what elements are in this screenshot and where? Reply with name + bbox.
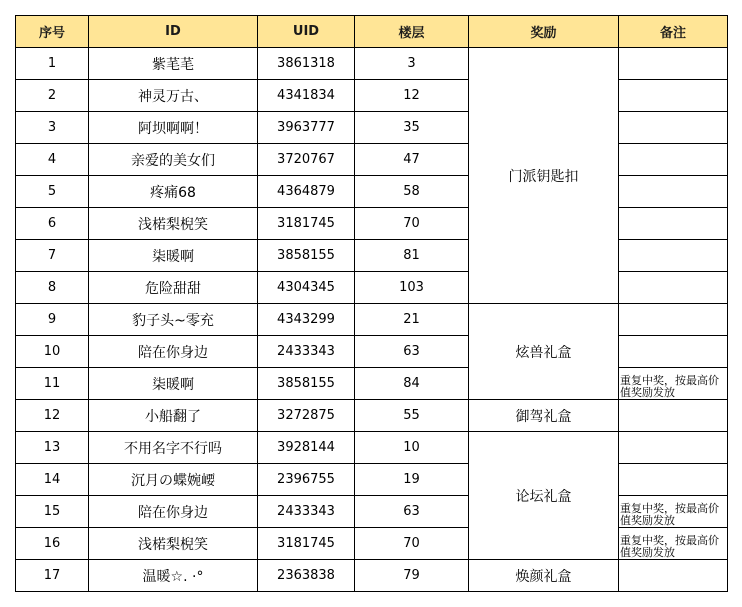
cell-floor: 70 (355, 528, 469, 560)
cell-seq: 11 (16, 368, 89, 400)
cell-id: 豹子头~零充 (89, 304, 258, 336)
cell-uid: 3963777 (258, 112, 355, 144)
cell-floor: 70 (355, 208, 469, 240)
cell-seq: 17 (16, 560, 89, 592)
cell-seq: 8 (16, 272, 89, 304)
cell-id: 紫芼芼 (89, 48, 258, 80)
winners-table (15, 15, 728, 592)
cell-id: 陪在你身边 (89, 336, 258, 368)
cell-uid: 3928144 (258, 432, 355, 464)
table-body (16, 48, 728, 592)
cell-uid: 3181745 (258, 208, 355, 240)
cell-id: 不用名字不行吗 (89, 432, 258, 464)
cell-seq: 15 (16, 496, 89, 528)
cell-seq: 5 (16, 176, 89, 208)
table-row (16, 464, 728, 496)
header-uid: UID (258, 16, 355, 48)
table-row (16, 336, 728, 368)
cell-reward: 炫兽礼盒 (469, 304, 619, 400)
cell-floor: 84 (355, 368, 469, 400)
cell-reward: 门派钥匙扣 (469, 48, 619, 304)
cell-uid: 4341834 (258, 80, 355, 112)
cell-uid: 4304345 (258, 272, 355, 304)
table-row (16, 368, 728, 400)
cell-seq: 7 (16, 240, 89, 272)
cell-uid: 2433343 (258, 496, 355, 528)
cell-seq: 2 (16, 80, 89, 112)
cell-uid: 3181745 (258, 528, 355, 560)
cell-note: 重复中奖，按最高价值奖励发放 (619, 496, 728, 528)
cell-uid: 3858155 (258, 368, 355, 400)
cell-seq: 6 (16, 208, 89, 240)
cell-note (619, 304, 728, 336)
cell-floor: 81 (355, 240, 469, 272)
cell-uid: 2433343 (258, 336, 355, 368)
cell-note: 重复中奖，按最高价值奖励发放 (619, 368, 728, 400)
cell-reward: 论坛礼盒 (469, 432, 619, 560)
cell-note (619, 176, 728, 208)
cell-id: 柒暖啊 (89, 368, 258, 400)
cell-floor: 47 (355, 144, 469, 176)
cell-note (619, 336, 728, 368)
table-row (16, 432, 728, 464)
table-row (16, 272, 728, 304)
cell-id: 柒暖啊 (89, 240, 258, 272)
cell-id: 神灵万古、 (89, 80, 258, 112)
cell-note (619, 432, 728, 464)
cell-uid: 3858155 (258, 240, 355, 272)
cell-floor: 58 (355, 176, 469, 208)
cell-note (619, 208, 728, 240)
cell-uid: 3861318 (258, 48, 355, 80)
cell-id: 陪在你身边 (89, 496, 258, 528)
cell-note (619, 48, 728, 80)
cell-note (619, 464, 728, 496)
cell-id: 亲爱的美女们 (89, 144, 258, 176)
cell-reward: 焕颜礼盒 (469, 560, 619, 592)
cell-floor: 10 (355, 432, 469, 464)
table-row (16, 528, 728, 560)
cell-floor: 55 (355, 400, 469, 432)
cell-floor: 21 (355, 304, 469, 336)
table-row (16, 560, 728, 592)
header-row (16, 16, 728, 48)
cell-seq: 9 (16, 304, 89, 336)
cell-seq: 14 (16, 464, 89, 496)
table-row (16, 112, 728, 144)
cell-floor: 12 (355, 80, 469, 112)
cell-seq: 12 (16, 400, 89, 432)
cell-id: 阿坝啊啊！ (89, 112, 258, 144)
cell-floor: 63 (355, 496, 469, 528)
table-row (16, 400, 728, 432)
cell-seq: 3 (16, 112, 89, 144)
cell-floor: 103 (355, 272, 469, 304)
cell-id: 温暖☆. ·° (89, 560, 258, 592)
table-row (16, 304, 728, 336)
cell-note: 重复中奖，按最高价值奖励发放 (619, 528, 728, 560)
header-seq: 序号 (16, 16, 89, 48)
cell-uid: 4343299 (258, 304, 355, 336)
table-row (16, 144, 728, 176)
cell-note (619, 80, 728, 112)
cell-seq: 16 (16, 528, 89, 560)
table-row (16, 80, 728, 112)
table-row (16, 48, 728, 80)
cell-seq: 4 (16, 144, 89, 176)
cell-note (619, 400, 728, 432)
cell-id: 小船翻了 (89, 400, 258, 432)
cell-floor: 19 (355, 464, 469, 496)
table-row (16, 208, 728, 240)
cell-note (619, 240, 728, 272)
cell-reward: 御驾礼盒 (469, 400, 619, 432)
cell-floor: 63 (355, 336, 469, 368)
cell-id: 危险甜甜 (89, 272, 258, 304)
cell-uid: 3720767 (258, 144, 355, 176)
header-id: ID (89, 16, 258, 48)
cell-floor: 35 (355, 112, 469, 144)
cell-uid: 4364879 (258, 176, 355, 208)
cell-floor: 79 (355, 560, 469, 592)
header-reward: 奖励 (469, 16, 619, 48)
cell-uid: 2363838 (258, 560, 355, 592)
cell-seq: 10 (16, 336, 89, 368)
header-floor: 楼层 (355, 16, 469, 48)
cell-seq: 13 (16, 432, 89, 464)
cell-note (619, 272, 728, 304)
cell-id: 疼痛68 (89, 176, 258, 208)
cell-id: 浅楉梨棿笑 (89, 528, 258, 560)
table-row (16, 496, 728, 528)
header-note: 备注 (619, 16, 728, 48)
cell-floor: 3 (355, 48, 469, 80)
cell-uid: 3272875 (258, 400, 355, 432)
cell-uid: 2396755 (258, 464, 355, 496)
cell-seq: 1 (16, 48, 89, 80)
table-row (16, 240, 728, 272)
cell-id: 浅楉梨棿笑 (89, 208, 258, 240)
table-row (16, 176, 728, 208)
cell-note (619, 560, 728, 592)
cell-note (619, 112, 728, 144)
cell-note (619, 144, 728, 176)
cell-id: 沉月の蝶婉崾 (89, 464, 258, 496)
